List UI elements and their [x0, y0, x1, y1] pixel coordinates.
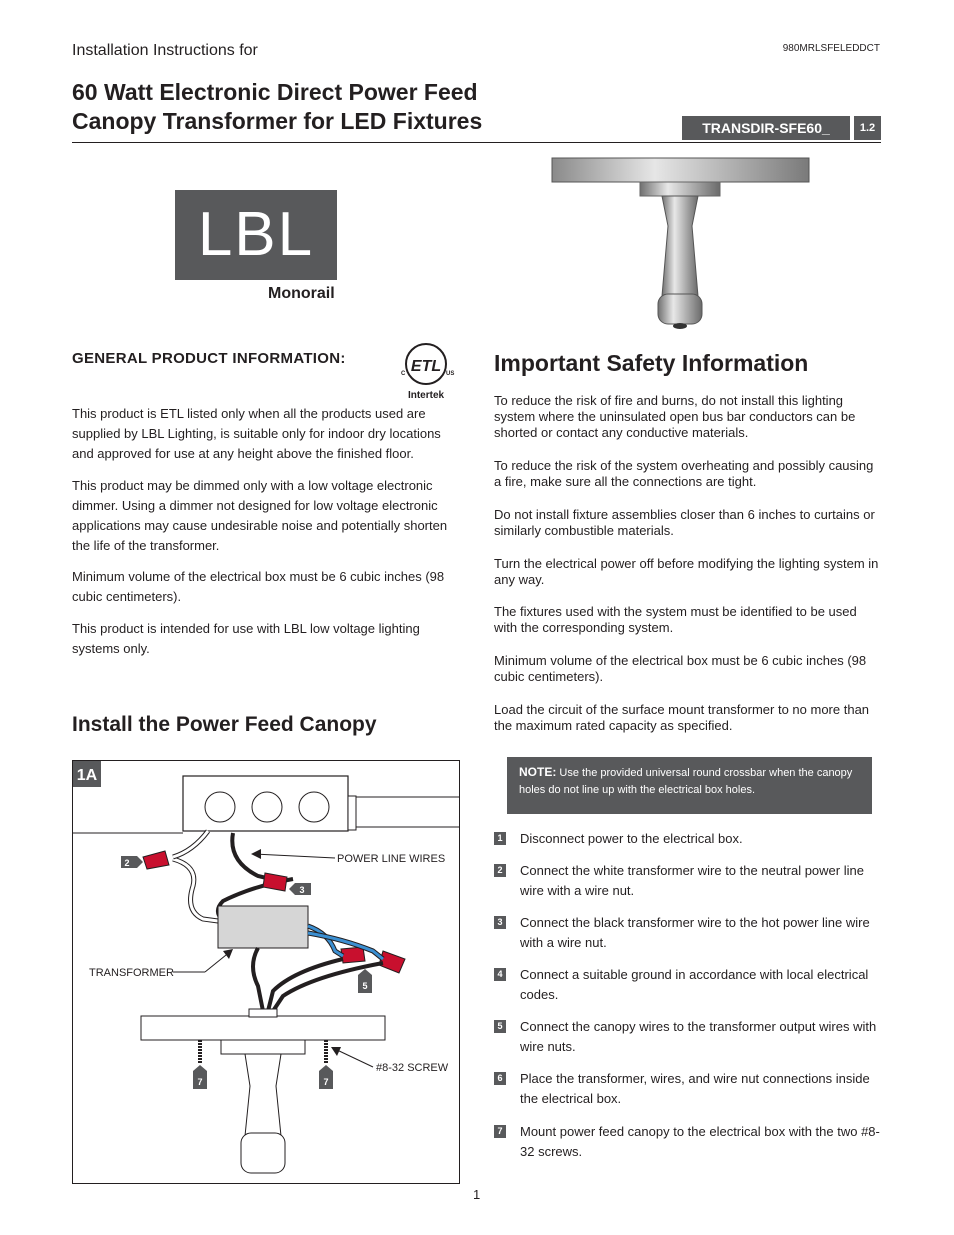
callout-number-3: 3 [299, 885, 305, 895]
step-number: 3 [494, 916, 506, 929]
canopy-product-illustration [550, 156, 812, 332]
logo-subtext: Monorail [268, 285, 335, 302]
general-paragraph: This product may be dimmed only with a low voltage electronic dimmer. Using a dimmer not designed for low voltage electronic applications may cause undesirable noise and potentially shorten the life of the transformer. [72, 478, 448, 553]
step-number: 7 [494, 1125, 506, 1138]
wiring-diagram [73, 761, 459, 1183]
lbl-logo: LBL [175, 190, 337, 280]
safety-heading: Important Safety Information [494, 350, 809, 376]
step-number: 4 [494, 968, 506, 981]
etl-certification-icon [398, 342, 456, 402]
screw-label: #8-32 SCREW [376, 1062, 449, 1074]
document-code: 980MRLSFELEDDCT [782, 43, 880, 54]
etl-mark-text: ETL [410, 358, 442, 375]
safety-paragraph: Load the circuit of the surface mount transformer to no more than the maximum rated capacity as specified. [494, 702, 870, 733]
general-paragraph: This product is intended for use with LBL low voltage lighting systems only. [72, 621, 420, 656]
step-number: 1 [494, 832, 506, 845]
title-line-1: 60 Watt Electronic Direct Power Feed [72, 79, 478, 105]
install-heading: Install the Power Feed Canopy [72, 713, 377, 736]
safety-paragraph: Minimum volume of the electrical box must be 6 cubic inches (98 cubic centimeters). [494, 653, 867, 684]
step-number: 2 [494, 864, 506, 877]
step-text: Place the transformer, wires, and wire nut connections inside the electrical box. [520, 1071, 870, 1106]
callout-number-2: 2 [124, 858, 130, 868]
header-label: Installation Instructions for [72, 42, 258, 59]
callout-number-7a: 7 [197, 1077, 203, 1087]
step-text: Connect the canopy wires to the transformer output wires with wire nuts. [520, 1019, 877, 1054]
note-label: NOTE: [519, 765, 557, 779]
figure-label: 1A [76, 767, 98, 784]
callout-number-7b: 7 [323, 1077, 329, 1087]
power-line-wires-label: POWER LINE WIRES [337, 853, 446, 865]
safety-paragraph: To reduce the risk of the system overheating and possibly causing a fire, make sure all the connections are tight. [494, 458, 874, 489]
general-paragraph: This product is ETL listed only when all the products used are supplied by LBL Lighting, is suitable only for indoor dry locations and approved for use at any height above the finished floor. [72, 406, 441, 461]
etl-c-text: C [401, 371, 406, 377]
note-text: Use the provided universal round crossbar when the canopy holes do not line up with the electrical box holes. [519, 767, 853, 796]
title-line-2: Canopy Transformer for LED Fixtures [72, 108, 483, 134]
general-info-heading: GENERAL PRODUCT INFORMATION: [72, 350, 346, 367]
page-number: 1 [473, 1187, 481, 1202]
step-number: 6 [494, 1072, 506, 1085]
intertek-text: Intertek [407, 390, 445, 401]
header-divider [72, 142, 881, 143]
etl-us-text: US [446, 371, 455, 377]
installation-figure [72, 760, 460, 1184]
step-text: Disconnect power to the electrical box. [520, 831, 743, 846]
step-text: Mount power feed canopy to the electrical box with the two #8-32 screws. [520, 1124, 880, 1159]
model-number-badge: TRANSDIR-SFE60_ [682, 116, 850, 140]
safety-paragraph: To reduce the risk of fire and burns, do not install this lighting system where the uninsulated open bus bar conductors can be shorted or contact any conductive materials. [494, 393, 856, 440]
safety-paragraph: The fixtures used with the system must be identified to be used with the corresponding system. [494, 604, 857, 635]
step-text: Connect a suitable ground in accordance with local electrical codes. [520, 967, 869, 1002]
step-text: Connect the white transformer wire to the neutral power line wire with a wire nut. [520, 863, 864, 898]
callout-number-5: 5 [362, 981, 368, 991]
note-box [507, 757, 872, 814]
transformer-label: TRANSFORMER [89, 967, 174, 979]
general-paragraph: Minimum volume of the electrical box must be 6 cubic inches (98 cubic centimeters). [72, 569, 445, 604]
safety-paragraph: Do not install fixture assemblies closer than 6 inches to curtains or similarly combustible materials. [494, 507, 875, 538]
page-title [72, 78, 592, 136]
safety-paragraph: Turn the electrical power off before modifying the lighting system in any way. [494, 556, 879, 587]
step-number: 5 [494, 1020, 506, 1033]
step-text: Connect the black transformer wire to the hot power line wire with a wire nut. [520, 915, 870, 950]
revision-badge: 1.2 [854, 116, 881, 140]
